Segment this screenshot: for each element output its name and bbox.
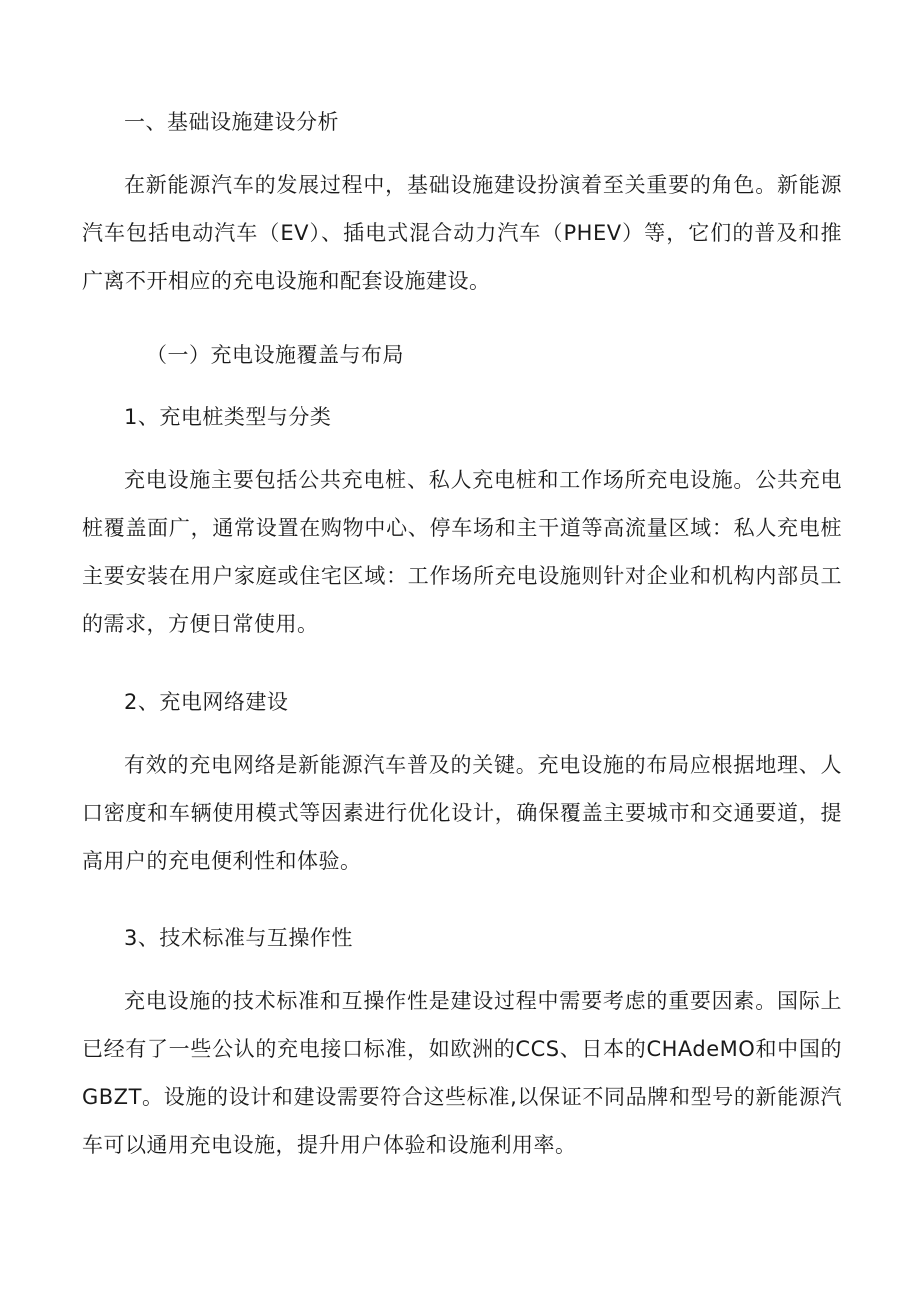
subheading-standards: 3、技术标准与互操作性 — [124, 926, 353, 950]
intro-paragraph: 在新能源汽车的发展过程中，基础设施建设扮演着至关重要的角色。新能源汽车包括电动汽车（EV）、插电式混合动力汽车（PHEV）等，它们的普及和推广离不开相应的充电设施和配套设施建设。 — [82, 173, 842, 293]
subheading-charging-network: 2、充电网络建设 — [124, 690, 289, 714]
paragraph-charging-network: 有效的充电网络是新能源汽车普及的关键。充电设施的布局应根据地理、人口密度和车辆使用模式等因素进行优化设计，确保覆盖主要城市和交通要道，提高用户的充电便利性和体验。 — [82, 753, 842, 873]
subheading-charger-types: 1、充电桩类型与分类 — [124, 405, 332, 429]
paragraph-standards: 充电设施的技术标准和互操作性是建设过程中需要考虑的重要因素。国际上已经有了一些公认的充电接口标准，如欧洲的CCS、日本的CHAdeMO和中国的GBZT。设施的设计和建设需要符合这些标准,以保证不同品牌和型号的新能源汽车可以通用充电设施，提升用户体验和设施利用率。 — [82, 989, 842, 1157]
paragraph-charger-types: 充电设施主要包括公共充电桩、私人充电桩和工作场所充电设施。公共充电桩覆盖面广，通常设置在购物中心、停车场和主干道等高流量区域：私人充电桩主要安装在用户家庭或住宅区域：工作场所充电设施则针对企业和机构内部员工的需求，方便日常使用。 — [82, 468, 842, 636]
main-heading: 一、基础设施建设分析 — [124, 110, 339, 134]
section-heading: （一）充电设施覆盖与布局 — [146, 343, 404, 367]
